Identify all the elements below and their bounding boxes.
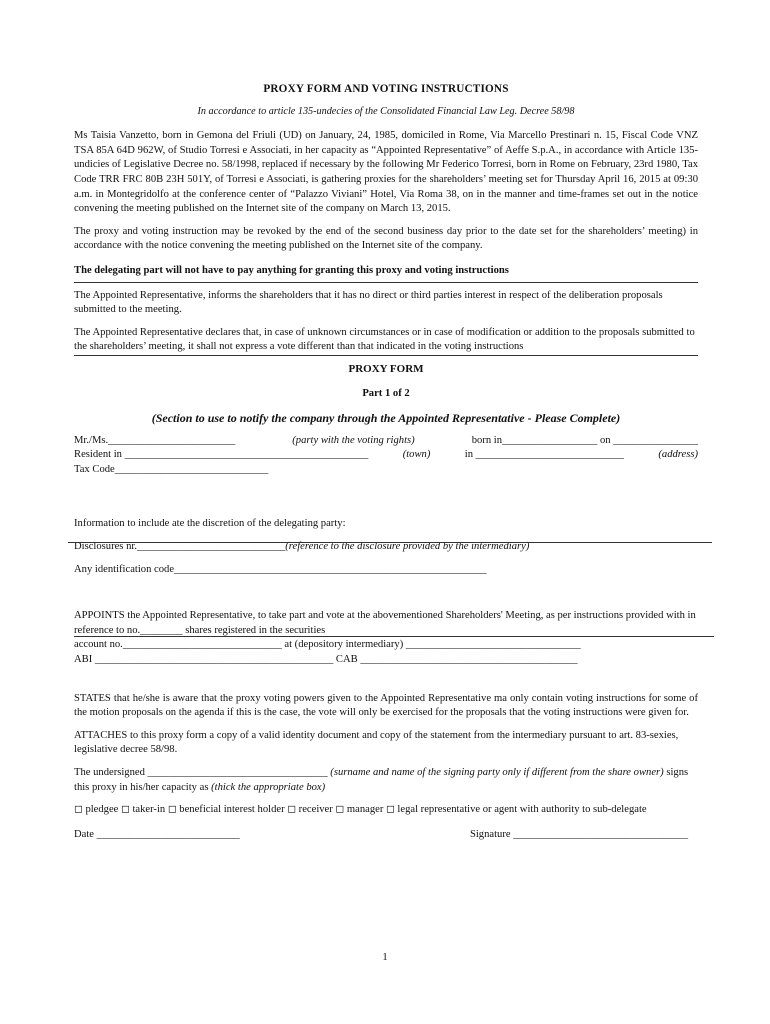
capacity-checkboxes[interactable]: ◻ pledgee ◻ taker-in ◻ beneficial interest holder ◻ receiver ◻ manager ◻ legal representative or agent with authority to sub-delegate	[74, 804, 647, 816]
residence-line	[74, 448, 698, 463]
declares-paragraph: The Appointed Representative declares that, in case of unknown circumstances or in case of modification or addition to the proposals submitted to the shareholders’ meeting, it shall not express a vote different than that indicated in the voting instructions	[74, 326, 695, 353]
disclosures-caption: (reference to the disclosure provided by the intermediary)	[285, 541, 530, 553]
tax-code-field[interactable]: Tax Code_____________________________	[74, 463, 269, 475]
info-paragraph: Information to include ate the discretion of the delegating party:	[74, 518, 346, 530]
capacity-caption: (thick the appropriate box)	[211, 781, 326, 793]
date-field[interactable]: Date ___________________________	[74, 828, 240, 840]
residence-field[interactable]: Resident in ______________________________________________	[74, 449, 369, 461]
identification-field[interactable]: Any identification code___________________________________________________________	[74, 563, 487, 575]
address-caption: (address)	[658, 449, 698, 461]
capacity-text: signs this proxy in his/her capacity as	[74, 767, 689, 793]
signature-line	[74, 828, 698, 843]
no-pay-notice: The delegating part will not have to pay anything for granting this proxy and voting instructions	[74, 264, 509, 276]
intro-paragraph: Ms Taisia Vanzetto, born in Gemona del Friuli (UD) on January, 24, 1985, domiciled in Rome, Via Marcello Prestinari n. 15, Fiscal Code VNZ TSA 85A 64D 962W, of Studio Torresi e Associati, in her capacity as “Appointed Representative” of Aeffe S.p.A., in accordance with Article 135-undicies of Legislative Decree no. 58/1998, replaced if necessary by the following Mr Federico Torresi, born in Rome on February, 23rd 1980, Tax Code TRR FRC 80B 23H 501Y, of Torresi e Associati, is gathering proxies for the shareholders’ meeting set for Thursday April 16, 2015 at 09:30 a.m. in Montegridolfo at the conference center of “Palazzo Viviani” Hotel, Via Roma 38, on in the manner and time-frames set out in the notice convening the meeting published on the Internet site of the company on March 13, 2015.	[74, 130, 698, 215]
undersigned-field[interactable]: The undersigned __________________________________	[74, 767, 328, 778]
revoke-paragraph: The proxy and voting instruction may be revoked by the end of the second business day prior to the date set for the shareholders’ meeting) in accordance with the notice convening the meeting published on the Internet site of the company.	[74, 225, 698, 252]
page-number: 1	[382, 952, 388, 963]
document-title: PROXY FORM AND VOTING INSTRUCTIONS	[263, 83, 509, 95]
section-separator	[68, 542, 712, 543]
divider	[74, 282, 698, 283]
document-subtitle: In accordance to article 135-undecies of the Consolidated Financial Law Leg. Decree 58/98	[197, 105, 575, 117]
name-field-caption: (party with the voting rights)	[292, 434, 415, 446]
divider	[74, 355, 698, 356]
name-field[interactable]: Mr./Ms.________________________	[74, 434, 236, 446]
informs-paragraph: The Appointed Representative, informs the shareholders that it has no direct or third parties interest in respect of the deliberation proposals submitted to the meeting.	[74, 289, 663, 316]
undersigned-caption: (surname and name of the signing party only if different from the share owner)	[330, 767, 664, 778]
account-field[interactable]: account no.______________________________ at (depository intermediary) _________________________________	[74, 639, 581, 651]
document-body	[74, 82, 698, 842]
name-line	[74, 434, 698, 449]
undersigned-paragraph	[74, 766, 698, 795]
town-caption: (town)	[402, 449, 431, 461]
proxy-form-heading: PROXY FORM	[348, 362, 424, 375]
disclosures-field[interactable]: Disclosures nr.____________________________	[74, 541, 286, 553]
states-paragraph: STATES that he/she is aware that the proxy voting powers given to the Appointed Representative ma only contain voting instructions for some of the motion proposals on the agenda if this is the case, the vote will only be exercised for the proposals that the voting instructions were given for.	[74, 692, 698, 719]
signature-field[interactable]: Signature _________________________________	[469, 828, 688, 840]
section-note: (Section to use to notify the company through the Appointed Representative - Please Complete)	[151, 411, 621, 426]
section-separator	[74, 636, 714, 637]
attaches-paragraph: ATTACHES to this proxy form a copy of a valid identity document and copy of the statement from the intermediary pursuant to art. 83-sexies, legislative decree 58/98.	[74, 729, 679, 756]
abi-cab-field[interactable]: ABI _____________________________________________ CAB _________________________________________	[74, 654, 578, 666]
appoints-paragraph: APPOINTS the Appointed Representative, to take part and vote at the abovementioned Shareholders' Meeting, as per instructions provided with in reference to no.________ shares registered in the securities	[74, 610, 696, 636]
part-heading: Part 1 of 2	[362, 387, 410, 399]
birth-field[interactable]: born in__________________ on ________________	[471, 434, 698, 446]
address-field[interactable]: in ____________________________	[464, 449, 624, 461]
